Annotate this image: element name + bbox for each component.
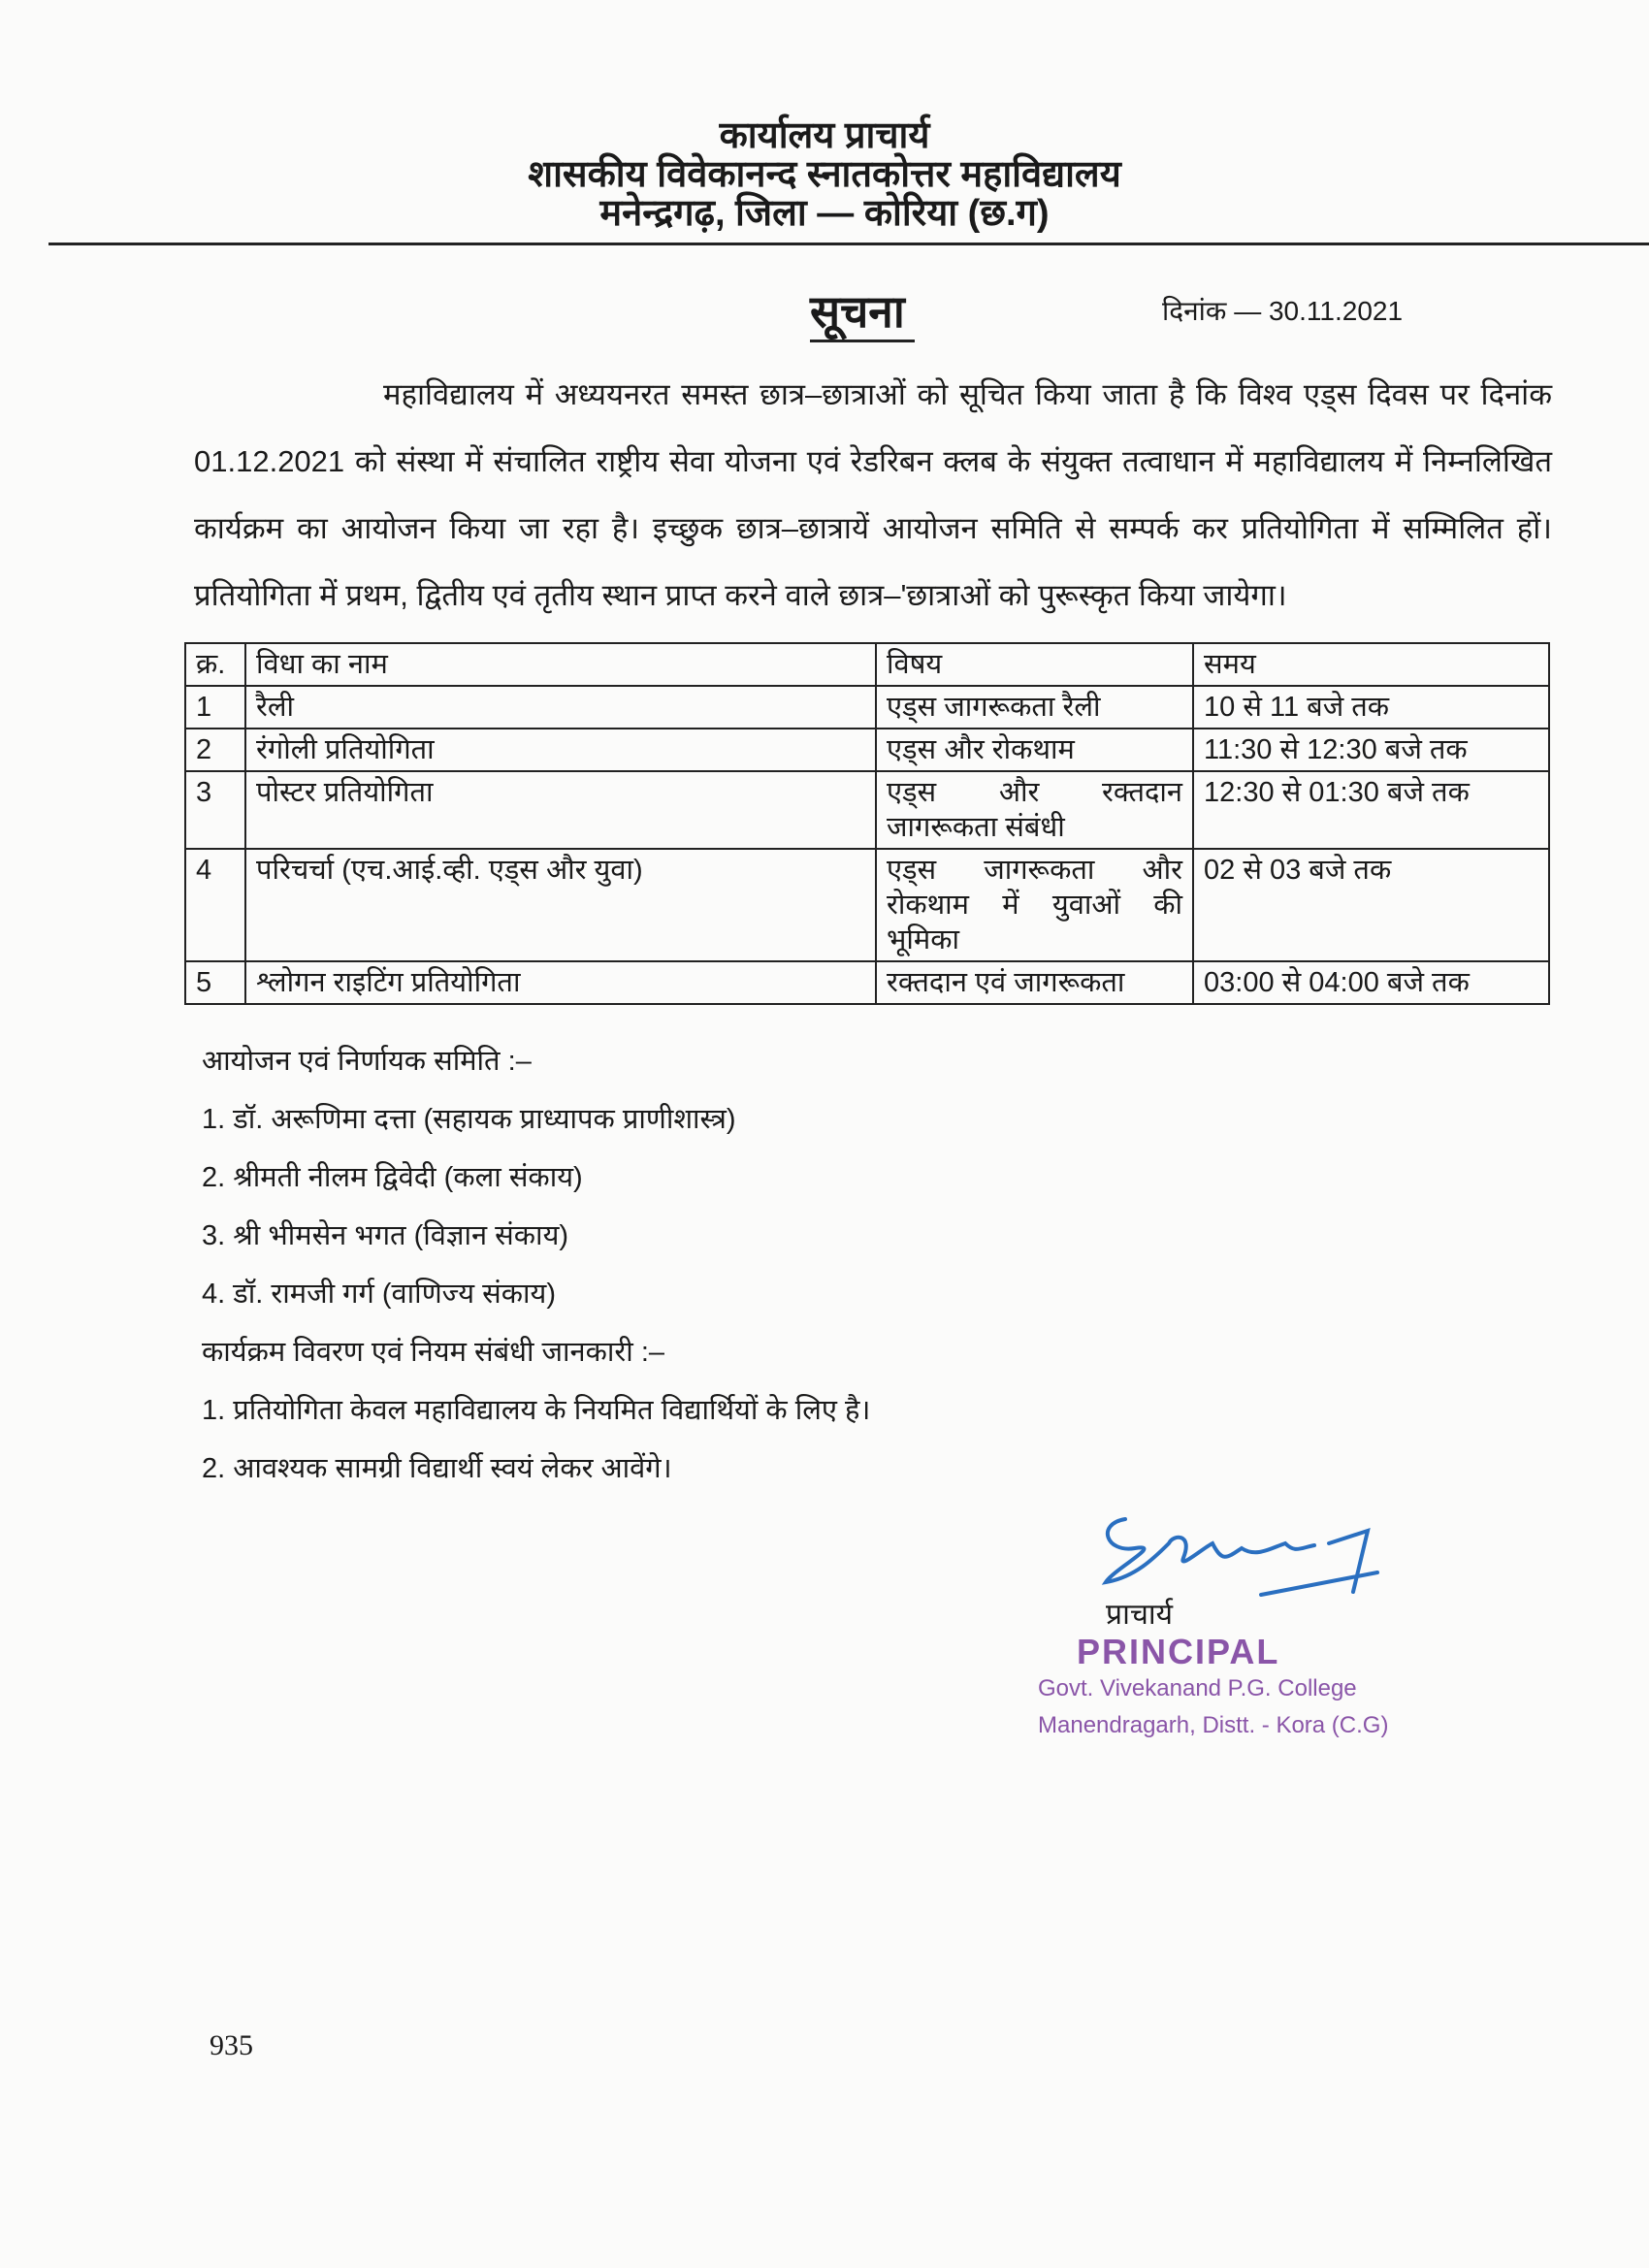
college-name: शासकीय विवेकानन्द स्नातकोत्तर महाविद्यालय bbox=[528, 154, 1121, 195]
rule-item: 2. आवश्यक सामग्री विद्यार्थी स्वयं लेकर आवेंगे। bbox=[202, 1453, 672, 1484]
principal-stamp: PRINCIPAL bbox=[1077, 1632, 1280, 1671]
page-number: 935 bbox=[210, 2029, 253, 2061]
table-header-row bbox=[185, 643, 1549, 686]
cell-topic: एड्स जागरूकता और रोकथाम में युवाओं की भूमिका bbox=[876, 849, 1193, 961]
cell-time: 10 से 11 बजे तक bbox=[1193, 686, 1549, 729]
cell-time: 02 से 03 बजे तक bbox=[1193, 849, 1549, 961]
committee-member: 3. श्री भीमसेन भगत (विज्ञान संकाय) bbox=[202, 1220, 569, 1251]
stamp-address: Manendragarh, Distt. - Kora (C.G) bbox=[1038, 1712, 1389, 1738]
signature-block bbox=[1038, 1509, 1445, 1744]
header-event: विधा का नाम bbox=[245, 643, 876, 686]
cell-serial: 1 bbox=[185, 686, 245, 729]
cell-event: रंगोली प्रतियोगिता bbox=[245, 729, 876, 771]
rule-item: 1. प्रतियोगिता केवल महाविद्यालय के नियमित विद्यार्थियों के लिए है। bbox=[202, 1395, 871, 1426]
college-address: मनेन्द्रगढ़, जिला — कोरिया (छ.ग) bbox=[599, 193, 1050, 234]
notice-body: महाविद्यालय में अध्ययनरत समस्त छात्र–छात्राओं को सूचित किया जाता है कि विश्व एड्स दिवस पर दिनांक 01.12.2021 को संस्था में संचालित राष्ट्रीय सेवा योजना एवं रेडरिबन क्लब के संयुक्त तत्वाधान में महाविद्यालय में निम्नलिखित कार्यक्रम का आयोजन किया जा रहा है। इच्छुक छात्र–छात्रायें आयोजन समिति से सम्पर्क कर प्रतियोगिता में सम्मिलित हों। प्रतियोगिता में प्रथम, द्वितीय एवं तृतीय स्थान प्राप्त करने वाले छात्र–'छात्राओं को पुरूस्कृत किया जायेगा। bbox=[194, 377, 1552, 612]
letterhead bbox=[0, 116, 1649, 233]
cell-topic: रक्तदान एवं जागरूकता bbox=[876, 961, 1193, 1004]
committee-member: 4. डॉ. रामजी गर्ग (वाणिज्य संकाय) bbox=[202, 1279, 556, 1310]
header-divider bbox=[48, 243, 1649, 245]
header-serial: क्र. bbox=[185, 643, 245, 686]
office-title: कार्यालय प्राचार्य bbox=[719, 115, 930, 156]
header-time: समय bbox=[1193, 643, 1549, 686]
cell-topic: एड्स जागरूकता रैली bbox=[876, 686, 1193, 729]
cell-serial: 3 bbox=[185, 771, 245, 849]
principal-signature bbox=[1077, 1509, 1397, 1597]
cell-event: रैली bbox=[245, 686, 876, 729]
cell-serial: 2 bbox=[185, 729, 245, 771]
cell-time: 03:00 से 04:00 बजे तक bbox=[1193, 961, 1549, 1004]
rules-heading: कार्यक्रम विवरण एवं नियम संबंधी जानकारी :– bbox=[202, 1337, 665, 1368]
committee-member: 1. डॉ. अरूणिमा दत्ता (सहायक प्राध्यापक प्राणीशास्त्र) bbox=[202, 1104, 736, 1135]
cell-topic: एड्स और रोकथाम bbox=[876, 729, 1193, 771]
table-row bbox=[185, 729, 1549, 771]
stamp-college: Govt. Vivekanand P.G. College bbox=[1038, 1675, 1357, 1701]
cell-time: 11:30 से 12:30 बजे तक bbox=[1193, 729, 1549, 771]
committee-and-rules bbox=[202, 1044, 1552, 1486]
designation-label: प्राचार्य bbox=[1106, 1599, 1174, 1631]
table-row bbox=[185, 961, 1549, 1004]
cell-event: परिचर्चा (एच.आई.व्ही. एड्स और युवा) bbox=[245, 849, 876, 961]
committee-member: 2. श्रीमती नीलम द्विवेदी (कला संकाय) bbox=[202, 1162, 583, 1193]
cell-event: श्लोगन राइटिंग प्रतियोगिता bbox=[245, 961, 876, 1004]
header-topic: विषय bbox=[876, 643, 1193, 686]
cell-event: पोस्टर प्रतियोगिता bbox=[245, 771, 876, 849]
notice-date: दिनांक — 30.11.2021 bbox=[1162, 296, 1404, 326]
notice-content bbox=[184, 281, 1552, 1744]
cell-serial: 4 bbox=[185, 849, 245, 961]
title-row bbox=[184, 281, 1552, 349]
cell-topic: एड्स और रक्तदान जागरूकता संबंधी bbox=[876, 771, 1193, 849]
notice-title: सूचना bbox=[810, 287, 915, 342]
table-row bbox=[185, 849, 1549, 961]
cell-time: 12:30 से 01:30 बजे तक bbox=[1193, 771, 1549, 849]
committee-heading: आयोजन एवं निर्णायक समिति :– bbox=[202, 1046, 532, 1077]
table-row bbox=[185, 771, 1549, 849]
cell-serial: 5 bbox=[185, 961, 245, 1004]
table-row bbox=[185, 686, 1549, 729]
program-table bbox=[184, 642, 1550, 1005]
